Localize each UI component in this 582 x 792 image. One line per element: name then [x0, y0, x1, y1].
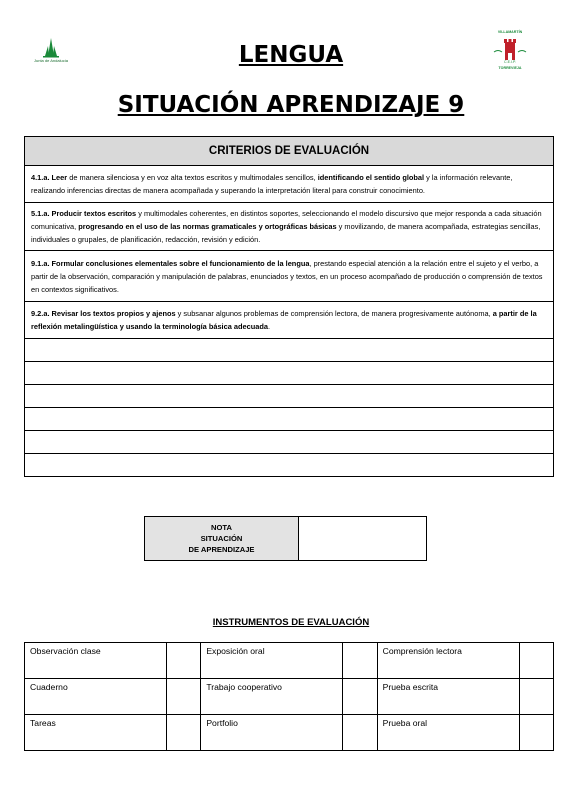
instrument-label: Prueba oral — [377, 715, 519, 751]
instrument-checkbox[interactable] — [343, 643, 377, 679]
instrument-label: Trabajo cooperativo — [201, 679, 343, 715]
subject-title: LENGUA — [238, 42, 344, 68]
instrument-row — [25, 679, 554, 715]
instrument-checkbox[interactable] — [166, 643, 200, 679]
instrument-checkbox[interactable] — [519, 679, 553, 715]
junta-caption: Junta de Andalucía — [34, 58, 69, 63]
school-logo-top-text: VILLAMARTÍN — [497, 30, 523, 34]
criterion-bold-text: 4.1.a. Leer — [31, 173, 68, 182]
criterion-9-2-a — [25, 302, 554, 339]
instrument-checkbox[interactable] — [519, 643, 553, 679]
empty-criteria-row — [25, 362, 554, 385]
instrument-label: Tareas — [25, 715, 167, 751]
criterion-bold-text: 9.1.a. Formular conclusiones elementales sobre el funcionamiento de la lengua — [31, 258, 310, 268]
criterion-text: de manera silenciosa y en voz alta textos escritos y multimodales sencillos, — [67, 173, 318, 182]
criterion-text: y subsanar algunos problemas de comprensión lectora, de manera progresivamente autónoma, — [175, 309, 493, 318]
instruments-table — [24, 642, 554, 751]
grade-table — [144, 516, 427, 561]
criterion-text: . — [267, 322, 271, 331]
empty-criteria-row — [25, 385, 554, 408]
criterion-9-1-a — [25, 251, 554, 302]
criterion-4-1-a — [25, 166, 554, 203]
instrument-checkbox[interactable] — [166, 715, 200, 751]
criteria-heading: CRITERIOS DE EVALUACIÓN — [25, 137, 554, 166]
school-logo-middle-text: C.E.I.P. — [504, 60, 516, 64]
criterion-text: y multimodales coherentes, en distintos soportes, seleccionando el modelo discursivo que mejor responda a cada situación comunicativa, — [31, 209, 542, 231]
instrument-label: Portfolio — [201, 715, 343, 751]
grade-label-line1: NOTA — [211, 523, 232, 532]
instrument-checkbox[interactable] — [343, 679, 377, 715]
grade-value-field[interactable] — [299, 517, 427, 561]
criterion-bold-text: 5.1.a. Producir textos escritos — [31, 209, 137, 218]
school-logo-bottom-text: TORREVIEJA — [498, 66, 522, 70]
criterion-5-1-a — [25, 203, 554, 251]
instrument-label: Observación clase — [25, 643, 167, 679]
criteria-table — [24, 136, 554, 477]
instrument-row — [25, 715, 554, 751]
instrument-label: Prueba escrita — [377, 679, 519, 715]
grade-label — [145, 517, 299, 561]
instrument-label: Comprensión lectora — [377, 643, 519, 679]
grade-label-line2: SITUACIÓN — [200, 534, 243, 543]
instrument-checkbox[interactable] — [343, 715, 377, 751]
criterion-text: , prestando especial atención a la relación entre el sujeto y el verbo, a partir de la observación, comparación y manipulación de palabras, enunciados y textos, en un proceso acompañado de producción o comprensión de textos en contextos significativos. — [31, 258, 543, 294]
empty-criteria-row — [25, 431, 554, 454]
criterion-bold-text: identificando el sentido global — [317, 173, 425, 182]
empty-criteria-row — [25, 408, 554, 431]
instrument-checkbox[interactable] — [166, 679, 200, 715]
criterion-text: y la información relevante, realizando inferencias directas de manera acompañada y superando la interpretación literal para construir conocimiento. — [31, 173, 513, 195]
instrument-label: Exposición oral — [201, 643, 343, 679]
empty-criteria-row — [25, 454, 554, 477]
instrument-row — [25, 643, 554, 679]
situation-title: SITUACIÓN APRENDIZAJE 9 — [117, 92, 465, 118]
instrument-checkbox[interactable] — [519, 715, 553, 751]
instrument-label: Cuaderno — [25, 679, 167, 715]
criterion-bold-text: 9.2.a. Revisar los textos propios y ajenos — [31, 309, 176, 318]
grade-label-line3: DE APRENDIZAJE — [188, 545, 255, 554]
empty-criteria-row — [25, 339, 554, 362]
criterion-bold-text: progresando en el uso de las normas gramaticales y ortográficas básicas — [78, 222, 337, 231]
instruments-heading: INSTRUMENTOS DE EVALUACIÓN — [212, 617, 370, 628]
criterion-bold-text: a partir de la reflexión metalingüística y usando la terminología básica adecuada — [31, 309, 537, 331]
criterion-text: y movilizando, de manera acompañada, estrategias sencillas, individuales o grupales, de planificación, redacción, revisión y edición. — [31, 222, 541, 244]
